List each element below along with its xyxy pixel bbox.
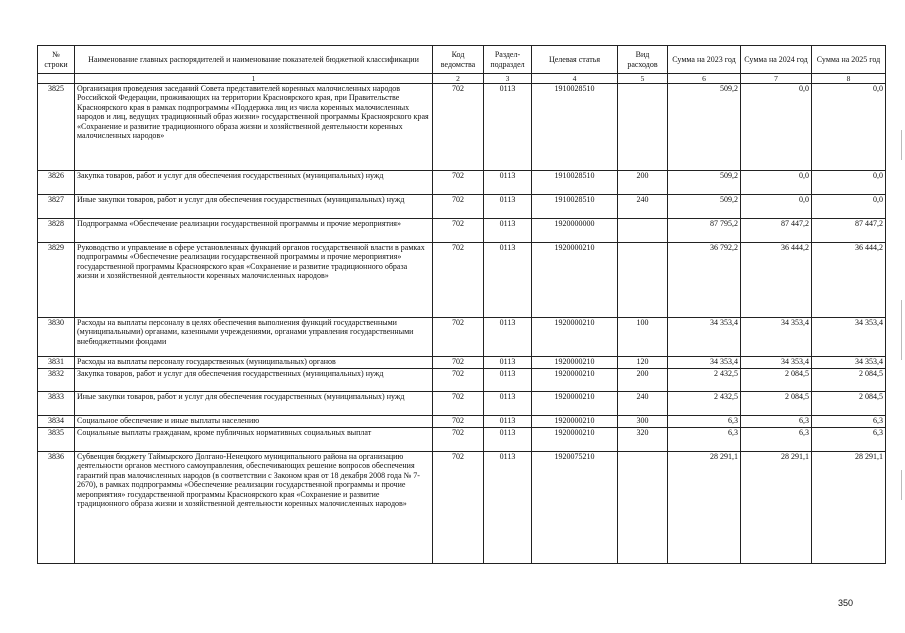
row-number: 3835 (38, 428, 75, 452)
header-section: Раздел-подраздел (484, 46, 532, 74)
header-target-article: Целевая статья (532, 46, 618, 74)
row-section: 0113 (484, 369, 532, 392)
scan-edge-mark (901, 300, 902, 360)
row-sum-2024: 6,3 (741, 416, 812, 428)
row-target-article: 1910028510 (532, 195, 618, 219)
row-sum-2024: 2 084,5 (741, 369, 812, 392)
row-target-article: 1920000210 (532, 416, 618, 428)
row-number: 3828 (38, 219, 75, 243)
row-sum-2023: 2 432,5 (668, 392, 741, 416)
row-sum-2024: 87 447,2 (741, 219, 812, 243)
row-sum-2024: 28 291,1 (741, 452, 812, 564)
row-dept-code: 702 (433, 416, 484, 428)
row-dept-code: 702 (433, 452, 484, 564)
column-number: 6 (668, 74, 741, 84)
header-sum-2024: Сумма на 2024 год (741, 46, 812, 74)
row-sum-2024: 6,3 (741, 428, 812, 452)
row-sum-2023: 34 353,4 (668, 318, 741, 357)
row-sum-2023: 509,2 (668, 84, 741, 171)
row-target-article: 1920000210 (532, 428, 618, 452)
row-expense-type (618, 84, 668, 171)
row-number: 3836 (38, 452, 75, 564)
row-expense-type: 200 (618, 171, 668, 195)
row-sum-2025: 2 084,5 (812, 369, 886, 392)
header-expense-type: Вид расходов (618, 46, 668, 74)
column-number: 1 (75, 74, 433, 84)
row-dept-code: 702 (433, 428, 484, 452)
table-row (38, 318, 886, 357)
row-dept-code: 702 (433, 392, 484, 416)
row-target-article: 1920000210 (532, 318, 618, 357)
row-name: Расходы на выплаты персоналу государственных (муниципальных) органов (75, 357, 433, 369)
row-dept-code: 702 (433, 84, 484, 171)
row-sum-2025: 34 353,4 (812, 357, 886, 369)
row-sum-2024: 0,0 (741, 195, 812, 219)
column-number (38, 74, 75, 84)
row-section: 0113 (484, 392, 532, 416)
row-section: 0113 (484, 219, 532, 243)
row-name: Субвенция бюджету Таймырского Долгано-Ненецкого муниципального района на организацию деятельности органов местного самоуправления, обеспечивающих решение вопросов обеспечения гарантий прав малочисленных народов (в соответствии с Законом края от 18 декабря 2008 года № 7-2670), в рамках подпрограммы «Обеспечение реализации государственной программы и прочие мероприятия» государственной программы Красноярского края «Сохранение и развитие традиционного образа жизни и хозяйственной деятельности коренных малочисленных народов» (75, 452, 433, 564)
row-sum-2025: 28 291,1 (812, 452, 886, 564)
row-target-article: 1910028510 (532, 84, 618, 171)
table-row (38, 195, 886, 219)
table-row (38, 171, 886, 195)
row-sum-2024: 34 353,4 (741, 357, 812, 369)
row-name: Социальное обеспечение и иные выплаты населению (75, 416, 433, 428)
row-sum-2025: 0,0 (812, 171, 886, 195)
row-sum-2023: 509,2 (668, 195, 741, 219)
row-sum-2025: 6,3 (812, 428, 886, 452)
row-sum-2025: 36 444,2 (812, 243, 886, 318)
row-section: 0113 (484, 195, 532, 219)
row-sum-2023: 2 432,5 (668, 369, 741, 392)
header-sum-2023: Сумма на 2023 год (668, 46, 741, 74)
row-name: Расходы на выплаты персоналу в целях обеспечения выполнения функций государственными (муниципальными) органами, казенными учреждениями, органами управления государственными внебюджетными фондами (75, 318, 433, 357)
row-number: 3826 (38, 171, 75, 195)
row-dept-code: 702 (433, 195, 484, 219)
row-name: Организация проведения заседаний Совета представителей коренных малочисленных народов Российской Федерации, проживающих на территории Красноярского края, при Правительстве Красноярского края в рамках подпрограммы «Поддержка лиц из числа коренных малочисленных народов и лиц, ведущих традиционный образ жизни» государственной программы Красноярского края «Сохранение и развитие традиционного образа жизни и хозяйственной деятельности коренных малочисленных народов» (75, 84, 433, 171)
row-target-article: 1920000210 (532, 369, 618, 392)
row-section: 0113 (484, 452, 532, 564)
row-expense-type (618, 452, 668, 564)
row-sum-2023: 6,3 (668, 416, 741, 428)
table-row (38, 84, 886, 171)
row-section: 0113 (484, 84, 532, 171)
row-number: 3834 (38, 416, 75, 428)
row-sum-2025: 6,3 (812, 416, 886, 428)
table-row (38, 219, 886, 243)
row-target-article: 1920000000 (532, 219, 618, 243)
row-sum-2023: 34 353,4 (668, 357, 741, 369)
scan-edge-mark (901, 130, 902, 160)
column-number: 3 (484, 74, 532, 84)
row-sum-2025: 87 447,2 (812, 219, 886, 243)
row-sum-2023: 36 792,2 (668, 243, 741, 318)
row-expense-type: 240 (618, 195, 668, 219)
row-section: 0113 (484, 428, 532, 452)
table-header-row (38, 46, 886, 74)
row-sum-2023: 28 291,1 (668, 452, 741, 564)
row-number: 3829 (38, 243, 75, 318)
row-expense-type: 300 (618, 416, 668, 428)
row-expense-type: 120 (618, 357, 668, 369)
row-name: Социальные выплаты гражданам, кроме публичных нормативных социальных выплат (75, 428, 433, 452)
row-number: 3832 (38, 369, 75, 392)
row-sum-2025: 0,0 (812, 84, 886, 171)
budget-table-page (37, 45, 885, 564)
page-number: 350 (838, 598, 854, 608)
row-expense-type: 100 (618, 318, 668, 357)
row-target-article: 1920000210 (532, 357, 618, 369)
header-dept-code: Код ведомства (433, 46, 484, 74)
row-sum-2024: 0,0 (741, 171, 812, 195)
column-number-row (38, 74, 886, 84)
row-sum-2023: 87 795,2 (668, 219, 741, 243)
column-number: 8 (812, 74, 886, 84)
column-number: 2 (433, 74, 484, 84)
row-target-article: 1920000210 (532, 392, 618, 416)
row-dept-code: 702 (433, 219, 484, 243)
row-number: 3825 (38, 84, 75, 171)
row-section: 0113 (484, 318, 532, 357)
row-sum-2024: 36 444,2 (741, 243, 812, 318)
row-dept-code: 702 (433, 357, 484, 369)
row-number: 3830 (38, 318, 75, 357)
row-name: Закупка товаров, работ и услуг для обеспечения государственных (муниципальных) нужд (75, 369, 433, 392)
row-sum-2025: 0,0 (812, 195, 886, 219)
row-target-article: 1910028510 (532, 171, 618, 195)
table-row (38, 369, 886, 392)
row-sum-2023: 509,2 (668, 171, 741, 195)
table-row (38, 452, 886, 564)
column-number: 4 (532, 74, 618, 84)
table-row (38, 416, 886, 428)
column-number: 7 (741, 74, 812, 84)
row-dept-code: 702 (433, 171, 484, 195)
row-target-article: 1920075210 (532, 452, 618, 564)
row-expense-type: 240 (618, 392, 668, 416)
row-section: 0113 (484, 416, 532, 428)
row-sum-2024: 34 353,4 (741, 318, 812, 357)
row-section: 0113 (484, 243, 532, 318)
row-name: Руководство и управление в сфере установленных функций органов государственной власти в рамках подпрограммы «Обеспечение реализации государственной программы и прочие мероприятия» государственной программы Красноярского края «Сохранение и развитие традиционного образа жизни и хозяйственной деятельности коренных малочисленных народов» (75, 243, 433, 318)
row-dept-code: 702 (433, 318, 484, 357)
row-sum-2024: 2 084,5 (741, 392, 812, 416)
row-section: 0113 (484, 357, 532, 369)
scan-edge-mark (901, 470, 902, 500)
row-sum-2024: 0,0 (741, 84, 812, 171)
row-dept-code: 702 (433, 243, 484, 318)
row-section: 0113 (484, 171, 532, 195)
header-sum-2025: Сумма на 2025 год (812, 46, 886, 74)
row-number: 3831 (38, 357, 75, 369)
row-sum-2025: 34 353,4 (812, 318, 886, 357)
row-expense-type (618, 219, 668, 243)
row-sum-2023: 6,3 (668, 428, 741, 452)
table-row (38, 428, 886, 452)
row-name: Подпрограмма «Обеспечение реализации государственной программы и прочие мероприятия» (75, 219, 433, 243)
row-dept-code: 702 (433, 369, 484, 392)
table-row (38, 357, 886, 369)
row-name: Иные закупки товаров, работ и услуг для обеспечения государственных (муниципальных) нужд (75, 392, 433, 416)
row-name: Закупка товаров, работ и услуг для обеспечения государственных (муниципальных) нужд (75, 171, 433, 195)
row-sum-2025: 2 084,5 (812, 392, 886, 416)
header-row-num: № строки (38, 46, 75, 74)
row-target-article: 1920000210 (532, 243, 618, 318)
row-name: Иные закупки товаров, работ и услуг для обеспечения государственных (муниципальных) нужд (75, 195, 433, 219)
row-number: 3833 (38, 392, 75, 416)
table-row (38, 392, 886, 416)
column-number: 5 (618, 74, 668, 84)
row-number: 3827 (38, 195, 75, 219)
row-expense-type (618, 243, 668, 318)
budget-table (37, 45, 886, 564)
header-name: Наименование главных распорядителей и наименование показателей бюджетной классификации (75, 46, 433, 74)
row-expense-type: 320 (618, 428, 668, 452)
table-row (38, 243, 886, 318)
row-expense-type: 200 (618, 369, 668, 392)
